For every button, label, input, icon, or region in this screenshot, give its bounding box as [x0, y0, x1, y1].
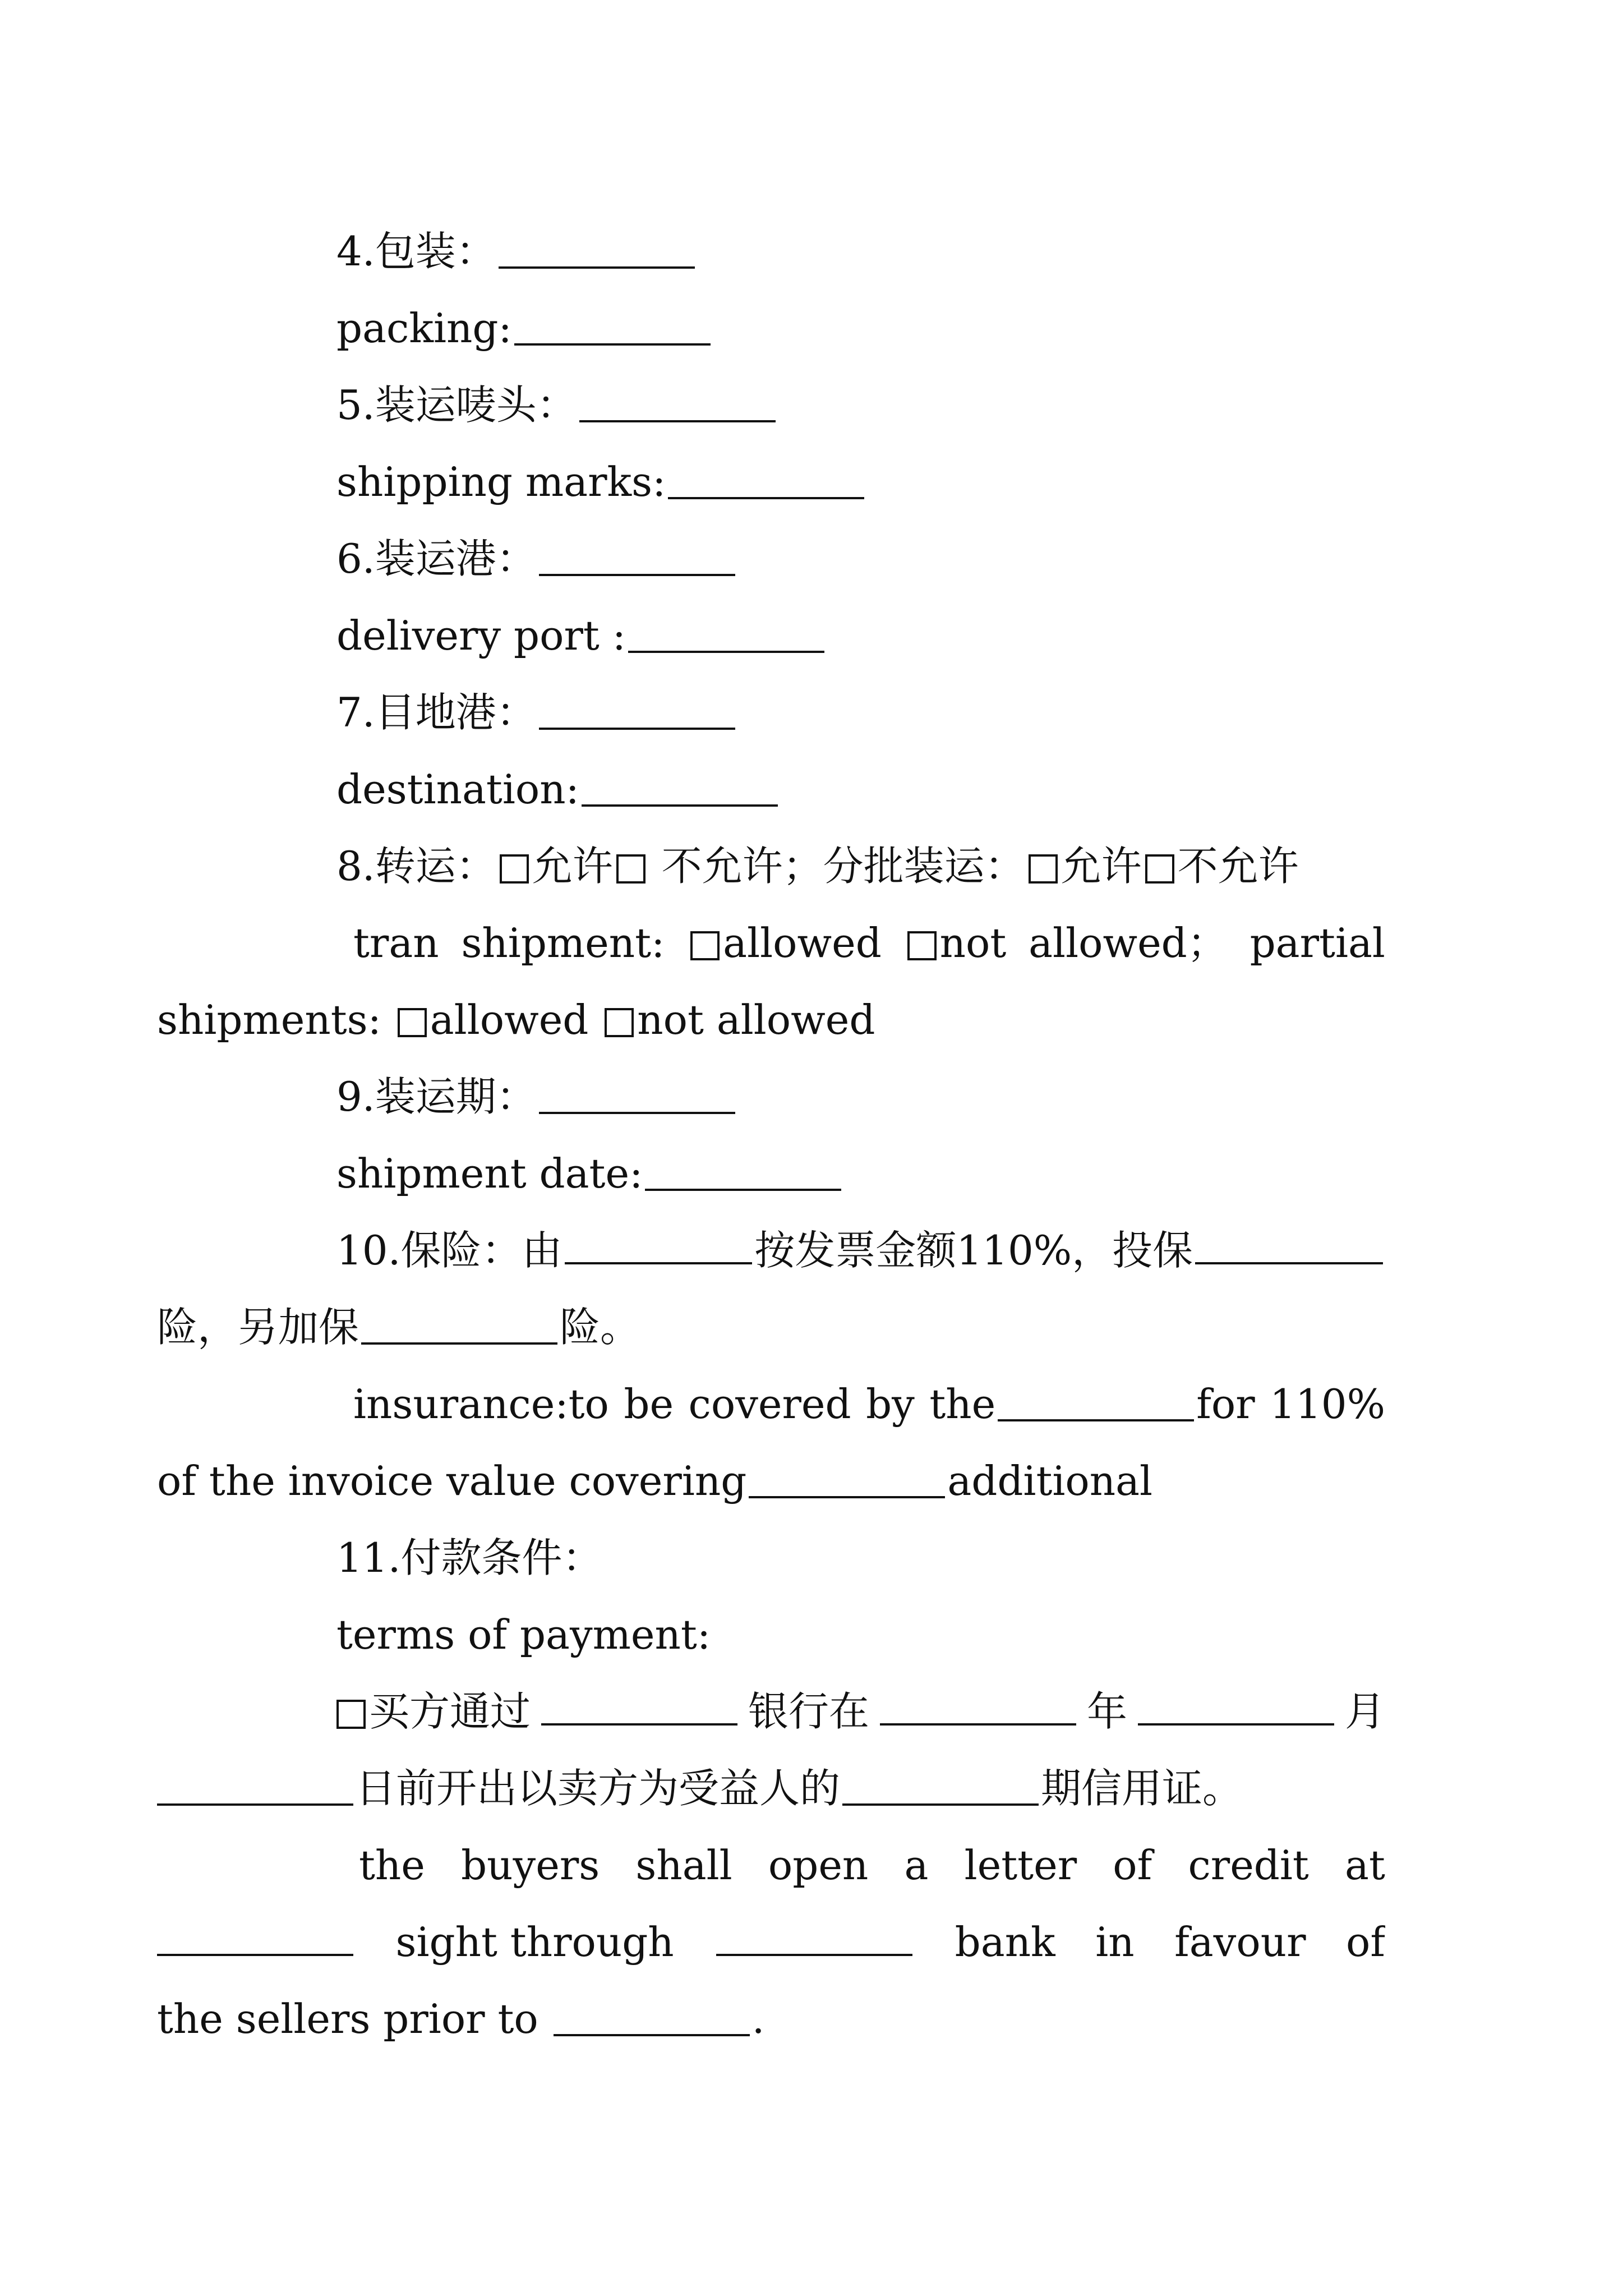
- date-en-line: [247, 1135, 1385, 1212]
- payment-cn-line: [247, 1673, 1385, 1750]
- payment-cn-f: 期信用证。: [1041, 1765, 1243, 1812]
- payment-month-blank: [1138, 1723, 1334, 1726]
- trans-en-allowed-group: [687, 905, 882, 982]
- payment-cn-line2: [157, 1750, 1385, 1827]
- trans-en-word: allowed: [723, 919, 882, 967]
- insurance-en-word: for: [1196, 1381, 1255, 1428]
- payment-en-sight: sight through: [395, 1918, 674, 1966]
- insurance-en-word: insurance:to: [353, 1381, 609, 1428]
- trans-en-word: partial: [1249, 919, 1385, 967]
- marks-cn-blank: [579, 420, 776, 422]
- port-en-line: [247, 597, 1385, 674]
- trans-cn-label: 8.转运：: [336, 843, 496, 890]
- trans-en-line: [247, 905, 1385, 982]
- payment-lc-checkbox[interactable]: [336, 1700, 366, 1729]
- partial-allowed-label: allowed: [430, 996, 589, 1043]
- payment-en-word: of: [1345, 1918, 1385, 1966]
- trans-cn-line: [247, 828, 1385, 905]
- payment-en-word: favour: [1174, 1918, 1306, 1966]
- payment-en-word: open: [768, 1842, 869, 1889]
- insurance-cn-line: [247, 1212, 1385, 1289]
- insurance-en-word: 110%: [1270, 1381, 1385, 1428]
- trans-en-not-group: [904, 905, 1007, 982]
- payment-en-word: shall: [635, 1842, 732, 1889]
- partial-notallow-checkbox[interactable]: [1145, 854, 1174, 884]
- partial-allowed-checkbox[interactable]: [398, 1008, 427, 1037]
- partial-notallow-label: 不允许: [1177, 843, 1299, 890]
- payment-en-word: in: [1095, 1918, 1135, 1966]
- dest-en-line: [247, 751, 1385, 828]
- packing-en-label: packing:: [336, 305, 512, 352]
- trans-en-word: tran: [353, 919, 439, 967]
- date-en-blank: [645, 1189, 841, 1191]
- marks-cn-label: 5.装运唛头：: [336, 381, 577, 429]
- port-cn-label: 6.装运港：: [336, 535, 537, 582]
- dest-en-label: destination:: [336, 766, 579, 813]
- trans-en-word: shipment:: [461, 919, 665, 967]
- partial-notallowed-checkbox[interactable]: [605, 1008, 634, 1037]
- payment-term-blank: [842, 1803, 1039, 1806]
- insurance-en-party-blank: [998, 1419, 1194, 1421]
- partial-cn-label: 不允许；分批装运：: [648, 843, 1025, 890]
- payment-day-blank: [157, 1803, 353, 1806]
- payment-en-word: at: [1345, 1842, 1385, 1889]
- packing-cn-blank: [499, 266, 695, 269]
- insurance-cn-c: 险，另加保: [157, 1304, 359, 1351]
- insurance-cn-d: 险。: [560, 1304, 641, 1351]
- payment-cn-d: 月: [1344, 1688, 1385, 1735]
- insurance-en-line: [247, 1366, 1385, 1443]
- payment-cn-b: 银行在: [748, 1688, 869, 1735]
- payment-en-sight-blank: [157, 1954, 353, 1956]
- marks-en-blank: [668, 497, 864, 499]
- payment-cn-e: 日前开出以卖方为受益人的: [356, 1765, 841, 1812]
- partial-allow-checkbox[interactable]: [1029, 854, 1058, 884]
- port-cn-line: [247, 521, 1385, 597]
- payment-cn-title-line: [247, 1520, 1385, 1596]
- port-en-blank: [628, 651, 824, 653]
- packing-cn-label: 4.包装：: [336, 228, 496, 275]
- payment-en-period: .: [751, 1995, 765, 2042]
- payment-en-date-blank: [554, 2034, 750, 2036]
- payment-en-word: buyers: [461, 1842, 600, 1889]
- insurance-en-the-group: [929, 1366, 1255, 1443]
- payment-en-title: terms of payment:: [336, 1611, 711, 1658]
- insurance-en-risk-blank: [749, 1496, 945, 1498]
- insurance-extra-blank: [361, 1342, 557, 1345]
- marks-en-label: shipping marks:: [336, 458, 666, 505]
- payment-en-line: [247, 1827, 1385, 1904]
- partial-en-label: shipments:: [157, 996, 381, 1043]
- payment-en-bank-blank: [716, 1954, 912, 1956]
- payment-cn-a-group: [336, 1673, 531, 1750]
- payment-en-word: of: [1113, 1842, 1152, 1889]
- payment-en-line2: [157, 1904, 1385, 1981]
- insurance-risk-blank: [1195, 1262, 1383, 1264]
- payment-year-blank: [880, 1723, 1076, 1726]
- dest-cn-line: [247, 674, 1385, 751]
- trans-notallow-checkbox[interactable]: [616, 854, 645, 884]
- marks-cn-line: [247, 367, 1385, 444]
- payment-en-word: credit: [1188, 1842, 1309, 1889]
- packing-en-blank: [514, 343, 711, 346]
- dest-cn-label: 7.目地港：: [336, 689, 537, 736]
- payment-en-title-line: [247, 1596, 1385, 1673]
- insurance-en-line2a: of the invoice value covering: [157, 1457, 747, 1504]
- insurance-cn-line2: [157, 1289, 1385, 1366]
- contract-body: [157, 213, 1385, 2058]
- insurance-cn-b: 按发票金额110%，投保: [754, 1227, 1193, 1274]
- payment-en-last: the sellers prior to: [157, 1995, 538, 2042]
- trans-en-word: allowed；: [1029, 919, 1228, 967]
- payment-en-line3: [157, 1981, 1385, 2058]
- date-cn-label: 9.装运期：: [336, 1073, 537, 1120]
- insurance-cn-a: 10.保险：由: [336, 1227, 562, 1274]
- tran-notallowed-checkbox[interactable]: [907, 931, 937, 960]
- date-en-label: shipment date:: [336, 1150, 643, 1197]
- dest-cn-blank: [539, 728, 735, 730]
- partial-notallowed-label: not allowed: [637, 996, 875, 1043]
- port-cn-blank: [539, 574, 735, 576]
- trans-allow-checkbox[interactable]: [500, 854, 529, 884]
- dest-en-blank: [582, 804, 778, 807]
- partial-en-line: [157, 982, 1385, 1059]
- insurance-en-word: by: [866, 1381, 915, 1428]
- insurance-party-blank: [565, 1262, 753, 1264]
- insurance-en-word: covered: [688, 1381, 851, 1428]
- payment-en-word: the: [359, 1842, 425, 1889]
- payment-cn-c: 年: [1086, 1688, 1127, 1735]
- date-cn-blank: [539, 1112, 735, 1114]
- insurance-en-word: be: [624, 1381, 674, 1428]
- port-en-label: delivery port :: [336, 612, 626, 659]
- tran-allowed-checkbox[interactable]: [690, 931, 720, 960]
- insurance-en-line2b: additional: [947, 1457, 1153, 1504]
- insurance-en-word: the: [929, 1381, 996, 1428]
- payment-cn-a: 买方通过: [369, 1688, 531, 1735]
- payment-cn-title: 11.付款条件：: [336, 1534, 603, 1581]
- payment-bank-blank: [541, 1723, 737, 1726]
- partial-allow-label: 允许: [1061, 843, 1142, 890]
- payment-en-word: letter: [964, 1842, 1077, 1889]
- packing-cn-line: [247, 213, 1385, 290]
- payment-en-word: bank: [955, 1918, 1055, 1966]
- marks-en-line: [247, 444, 1385, 521]
- payment-en-word: a: [904, 1842, 929, 1889]
- insurance-en-line2: [157, 1443, 1385, 1520]
- packing-en-line: [247, 290, 1385, 367]
- trans-allow-label: 允许: [532, 843, 613, 890]
- trans-en-word: not: [939, 919, 1007, 967]
- date-cn-line: [247, 1059, 1385, 1135]
